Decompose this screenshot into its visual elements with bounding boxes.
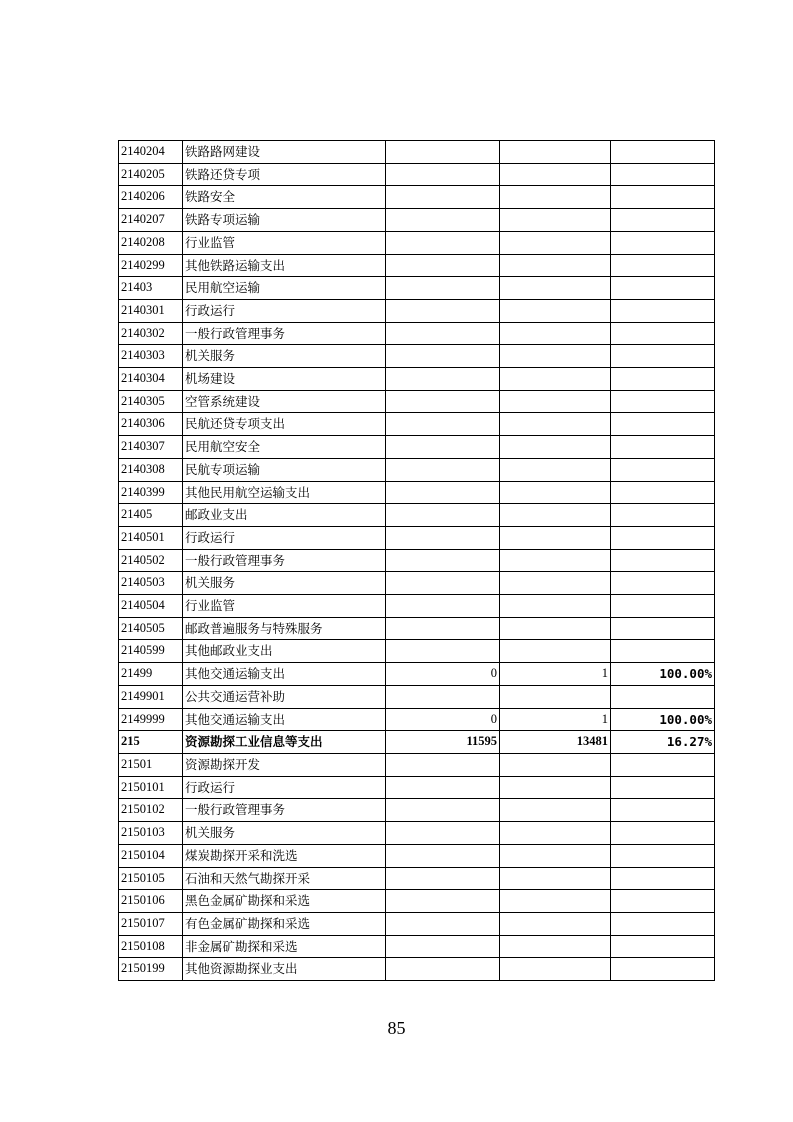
value-2-cell [500, 368, 611, 391]
table-row [119, 822, 715, 845]
code-cell: 2150101 [119, 776, 183, 799]
value-1-cell [386, 549, 500, 572]
table-row [119, 368, 715, 391]
value-2-cell [500, 277, 611, 300]
value-1-cell [386, 822, 500, 845]
code-cell: 2149901 [119, 685, 183, 708]
code-cell: 21499 [119, 663, 183, 686]
table-row [119, 322, 715, 345]
code-cell: 2150105 [119, 867, 183, 890]
code-cell: 2140504 [119, 595, 183, 618]
code-cell: 2140299 [119, 254, 183, 277]
value-2-cell [500, 640, 611, 663]
budget-table-body [119, 141, 715, 981]
table-row [119, 844, 715, 867]
value-1-cell [386, 368, 500, 391]
percent-cell [611, 799, 715, 822]
value-1-cell [386, 595, 500, 618]
percent-cell [611, 890, 715, 913]
table-row [119, 595, 715, 618]
code-cell: 2150106 [119, 890, 183, 913]
value-2-cell [500, 912, 611, 935]
value-2-cell [500, 209, 611, 232]
value-1-cell [386, 958, 500, 981]
value-2-cell [500, 254, 611, 277]
table-row [119, 163, 715, 186]
code-cell: 21501 [119, 753, 183, 776]
name-cell: 一般行政管理事务 [183, 322, 386, 345]
percent-cell [611, 436, 715, 459]
code-cell: 2140207 [119, 209, 183, 232]
name-cell: 公共交通运营补助 [183, 685, 386, 708]
name-cell: 其他交通运输支出 [183, 708, 386, 731]
percent-cell [611, 776, 715, 799]
value-1-cell [386, 890, 500, 913]
name-cell: 机关服务 [183, 822, 386, 845]
table-row [119, 458, 715, 481]
code-cell: 2140306 [119, 413, 183, 436]
code-cell: 2150107 [119, 912, 183, 935]
value-2-cell [500, 526, 611, 549]
code-cell: 2140208 [119, 231, 183, 254]
percent-cell [611, 345, 715, 368]
name-cell: 煤炭勘探开采和洗选 [183, 844, 386, 867]
value-1-cell [386, 685, 500, 708]
value-1-cell [386, 413, 500, 436]
value-1-cell [386, 912, 500, 935]
table-row [119, 481, 715, 504]
name-cell: 铁路安全 [183, 186, 386, 209]
name-cell: 铁路还贷专项 [183, 163, 386, 186]
percent-cell [611, 867, 715, 890]
percent-cell [611, 299, 715, 322]
value-1-cell [386, 141, 500, 164]
table-row [119, 685, 715, 708]
name-cell: 资源勘探工业信息等支出 [183, 731, 386, 754]
value-1-cell [386, 390, 500, 413]
value-2-cell [500, 844, 611, 867]
value-2-cell: 1 [500, 663, 611, 686]
code-cell: 2140599 [119, 640, 183, 663]
code-cell: 2140307 [119, 436, 183, 459]
percent-cell [611, 254, 715, 277]
percent-cell [611, 549, 715, 572]
value-2-cell [500, 231, 611, 254]
percent-cell [611, 163, 715, 186]
value-1-cell [386, 504, 500, 527]
table-row [119, 867, 715, 890]
code-cell: 2140205 [119, 163, 183, 186]
table-row [119, 277, 715, 300]
table-row [119, 753, 715, 776]
percent-cell [611, 231, 715, 254]
percent-cell [611, 186, 715, 209]
table-row [119, 572, 715, 595]
percent-cell [611, 141, 715, 164]
name-cell: 机场建设 [183, 368, 386, 391]
value-2-cell [500, 163, 611, 186]
budget-table [118, 140, 715, 981]
name-cell: 一般行政管理事务 [183, 549, 386, 572]
table-row [119, 799, 715, 822]
name-cell: 石油和天然气勘探开采 [183, 867, 386, 890]
code-cell: 2150102 [119, 799, 183, 822]
name-cell: 空管系统建设 [183, 390, 386, 413]
percent-cell [611, 640, 715, 663]
table-row [119, 776, 715, 799]
value-2-cell [500, 504, 611, 527]
value-2-cell [500, 799, 611, 822]
value-2-cell: 1 [500, 708, 611, 731]
name-cell: 其他铁路运输支出 [183, 254, 386, 277]
name-cell: 行业监管 [183, 595, 386, 618]
name-cell: 民用航空运输 [183, 277, 386, 300]
value-2-cell [500, 322, 611, 345]
code-cell: 2140206 [119, 186, 183, 209]
value-2-cell [500, 753, 611, 776]
value-2-cell [500, 458, 611, 481]
value-1-cell: 11595 [386, 731, 500, 754]
percent-cell [611, 572, 715, 595]
value-1-cell [386, 799, 500, 822]
percent-cell [611, 277, 715, 300]
percent-cell [611, 481, 715, 504]
value-1-cell [386, 436, 500, 459]
name-cell: 机关服务 [183, 345, 386, 368]
value-2-cell [500, 958, 611, 981]
percent-cell: 100.00% [611, 708, 715, 731]
table-row [119, 504, 715, 527]
value-2-cell: 13481 [500, 731, 611, 754]
code-cell: 2140305 [119, 390, 183, 413]
name-cell: 其他邮政业支出 [183, 640, 386, 663]
value-1-cell [386, 209, 500, 232]
percent-cell [611, 958, 715, 981]
percent-cell [611, 458, 715, 481]
code-cell: 2150199 [119, 958, 183, 981]
name-cell: 铁路专项运输 [183, 209, 386, 232]
value-2-cell [500, 890, 611, 913]
name-cell: 民航还贷专项支出 [183, 413, 386, 436]
table-row [119, 413, 715, 436]
value-2-cell [500, 867, 611, 890]
name-cell: 民航专项运输 [183, 458, 386, 481]
value-2-cell [500, 776, 611, 799]
value-2-cell [500, 141, 611, 164]
code-cell: 2140308 [119, 458, 183, 481]
percent-cell [611, 595, 715, 618]
value-1-cell [386, 163, 500, 186]
value-1-cell [386, 640, 500, 663]
value-2-cell [500, 685, 611, 708]
name-cell: 邮政普遍服务与特殊服务 [183, 617, 386, 640]
percent-cell [611, 822, 715, 845]
table-row [119, 549, 715, 572]
percent-cell [611, 209, 715, 232]
name-cell: 非金属矿勘探和采选 [183, 935, 386, 958]
name-cell: 有色金属矿勘探和采选 [183, 912, 386, 935]
code-cell: 2140501 [119, 526, 183, 549]
value-1-cell [386, 617, 500, 640]
value-1-cell: 0 [386, 663, 500, 686]
table-row [119, 141, 715, 164]
value-1-cell [386, 481, 500, 504]
percent-cell [611, 617, 715, 640]
value-1-cell [386, 345, 500, 368]
percent-cell [611, 368, 715, 391]
table-row [119, 890, 715, 913]
value-1-cell [386, 776, 500, 799]
value-1-cell [386, 254, 500, 277]
table-row [119, 254, 715, 277]
name-cell: 行政运行 [183, 299, 386, 322]
value-1-cell: 0 [386, 708, 500, 731]
name-cell: 行政运行 [183, 526, 386, 549]
value-1-cell [386, 322, 500, 345]
table-row [119, 640, 715, 663]
value-2-cell [500, 549, 611, 572]
value-1-cell [386, 844, 500, 867]
code-cell: 2150103 [119, 822, 183, 845]
value-2-cell [500, 186, 611, 209]
code-cell: 215 [119, 731, 183, 754]
percent-cell [611, 844, 715, 867]
name-cell: 一般行政管理事务 [183, 799, 386, 822]
table-row [119, 186, 715, 209]
value-2-cell [500, 413, 611, 436]
percent-cell [611, 390, 715, 413]
value-2-cell [500, 822, 611, 845]
name-cell: 其他资源勘探业支出 [183, 958, 386, 981]
code-cell: 2140505 [119, 617, 183, 640]
percent-cell: 100.00% [611, 663, 715, 686]
value-2-cell [500, 345, 611, 368]
percent-cell [611, 526, 715, 549]
value-1-cell [386, 526, 500, 549]
name-cell: 黑色金属矿勘探和采选 [183, 890, 386, 913]
value-2-cell [500, 299, 611, 322]
table-row [119, 231, 715, 254]
value-2-cell [500, 935, 611, 958]
value-1-cell [386, 231, 500, 254]
table-row [119, 958, 715, 981]
value-1-cell [386, 753, 500, 776]
value-1-cell [386, 935, 500, 958]
name-cell: 邮政业支出 [183, 504, 386, 527]
code-cell: 2149999 [119, 708, 183, 731]
code-cell: 2140301 [119, 299, 183, 322]
percent-cell [611, 753, 715, 776]
name-cell: 行政运行 [183, 776, 386, 799]
table-row [119, 390, 715, 413]
table-row [119, 935, 715, 958]
name-cell: 其他民用航空运输支出 [183, 481, 386, 504]
value-1-cell [386, 867, 500, 890]
code-cell: 2140302 [119, 322, 183, 345]
value-2-cell [500, 436, 611, 459]
value-2-cell [500, 617, 611, 640]
code-cell: 2150108 [119, 935, 183, 958]
value-2-cell [500, 572, 611, 595]
value-2-cell [500, 595, 611, 618]
percent-cell [611, 413, 715, 436]
table-row [119, 299, 715, 322]
name-cell: 民用航空安全 [183, 436, 386, 459]
value-2-cell [500, 390, 611, 413]
table-row [119, 526, 715, 549]
code-cell: 2140502 [119, 549, 183, 572]
value-1-cell [386, 277, 500, 300]
table-row [119, 708, 715, 731]
page-number: 85 [387, 1018, 406, 1038]
percent-cell [611, 935, 715, 958]
code-cell: 2140303 [119, 345, 183, 368]
code-cell: 21403 [119, 277, 183, 300]
table-row [119, 731, 715, 754]
percent-cell [611, 322, 715, 345]
table-row [119, 436, 715, 459]
table-row [119, 617, 715, 640]
code-cell: 2150104 [119, 844, 183, 867]
table-row [119, 345, 715, 368]
percent-cell [611, 912, 715, 935]
code-cell: 2140503 [119, 572, 183, 595]
name-cell: 铁路路网建设 [183, 141, 386, 164]
name-cell: 其他交通运输支出 [183, 663, 386, 686]
code-cell: 21405 [119, 504, 183, 527]
percent-cell [611, 504, 715, 527]
percent-cell [611, 685, 715, 708]
table-row [119, 912, 715, 935]
value-1-cell [386, 186, 500, 209]
value-1-cell [386, 299, 500, 322]
value-1-cell [386, 572, 500, 595]
name-cell: 资源勘探开发 [183, 753, 386, 776]
code-cell: 2140399 [119, 481, 183, 504]
table-row [119, 663, 715, 686]
name-cell: 行业监管 [183, 231, 386, 254]
percent-cell: 16.27% [611, 731, 715, 754]
code-cell: 2140204 [119, 141, 183, 164]
table-row [119, 209, 715, 232]
name-cell: 机关服务 [183, 572, 386, 595]
code-cell: 2140304 [119, 368, 183, 391]
value-2-cell [500, 481, 611, 504]
value-1-cell [386, 458, 500, 481]
